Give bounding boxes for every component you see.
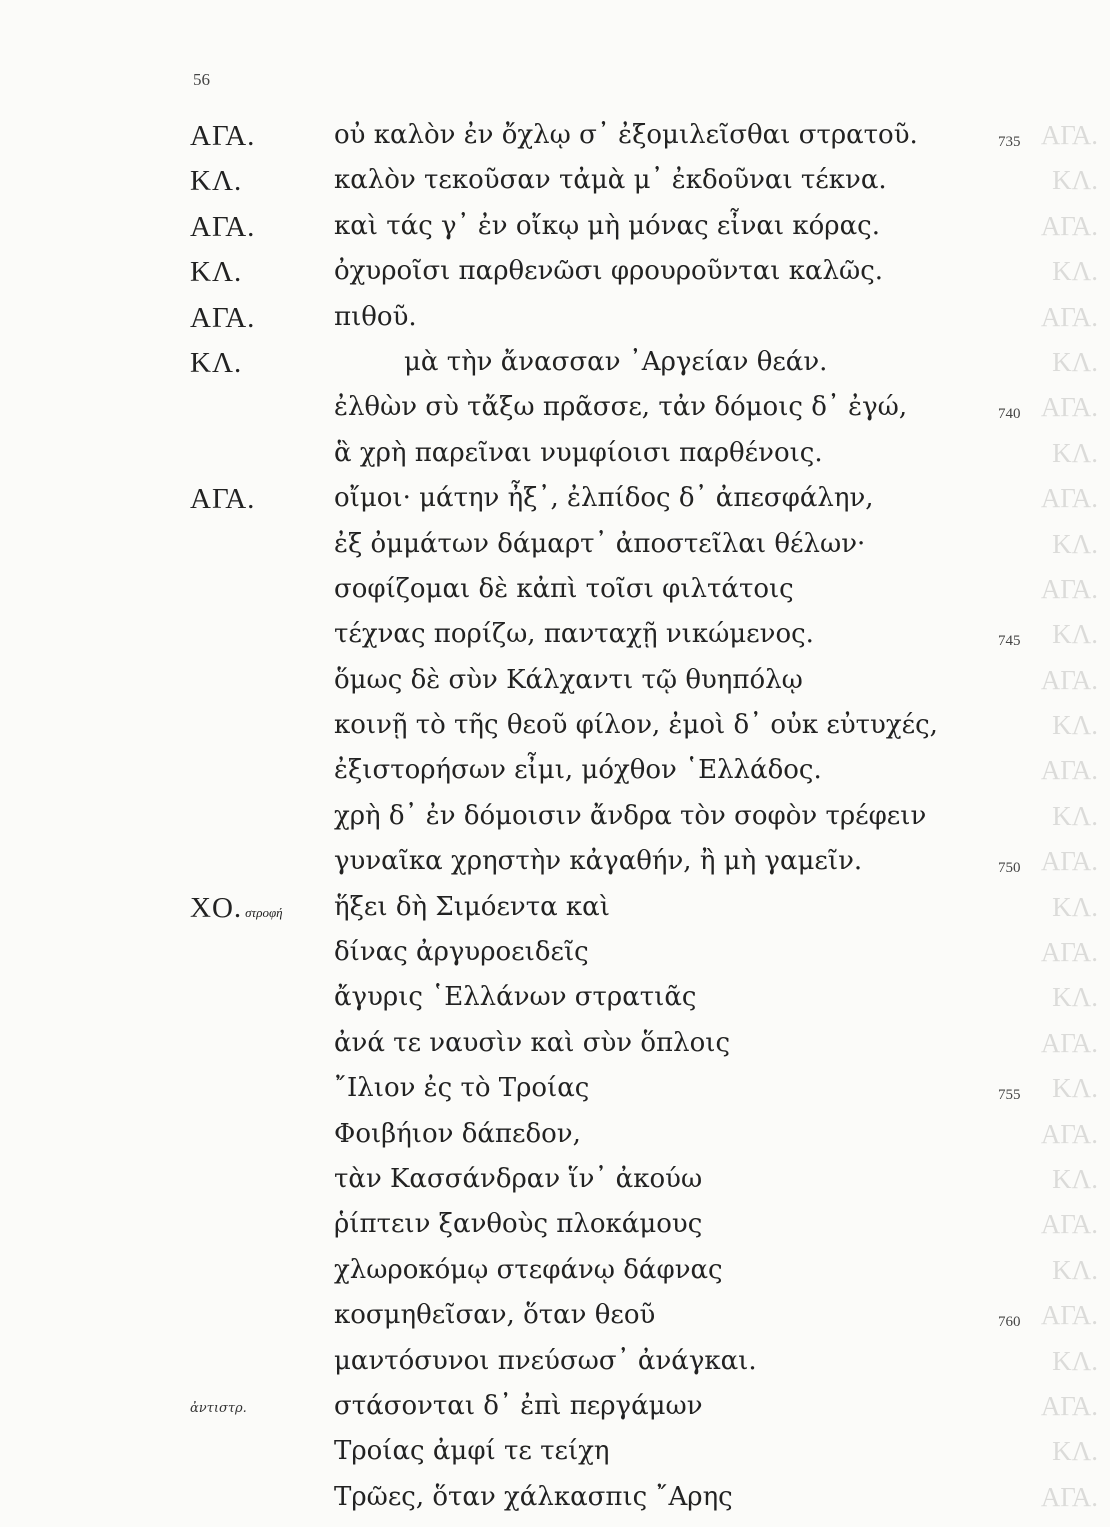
speaker-name: ΑΓΑ. — [190, 120, 256, 152]
verse-text: Τροίας ἀμφί τε τείχη — [334, 1436, 610, 1467]
bleed-through-line: ΚΛ. — [1052, 1163, 1098, 1194]
verse-line — [0, 1069, 1110, 1114]
bleed-through-line: ΚΛ. — [1052, 1436, 1098, 1467]
verse-text: καλὸν τεκοῦσαν τἀμὰ μ᾽ ἐκδοῦναι τέκνα. — [334, 165, 887, 196]
verse-text: χλωροκόμῳ στεφάνῳ δάφνας — [334, 1254, 723, 1285]
bleed-through-line: ΚΛ. — [1052, 982, 1098, 1013]
bleed-through-line: ΚΛ. — [1052, 1254, 1098, 1285]
verse-text: σοφίζομαι δὲ κἀπὶ τοῖσι φιλτάτοις — [334, 573, 794, 604]
verse-text: τὰν Κασσάνδραν ἵν᾽ ἀκούω — [334, 1163, 703, 1194]
speaker-label — [190, 302, 255, 335]
bleed-through-line: ΚΛ. — [1052, 891, 1098, 922]
verse-text: κοινῇ τὸ τῆς θεοῦ φίλον, ἐμοὶ δ᾽ οὐκ εὐτυχές, — [334, 710, 938, 741]
speaker-label — [190, 211, 255, 244]
speaker-name: ΚΛ. — [190, 346, 243, 379]
verse-text: ῥίπτειν ξανθοὺς πλοκάμους — [334, 1209, 703, 1240]
verse-line — [0, 525, 1110, 570]
bleed-through-line: ΑΓΑ. — [1040, 120, 1098, 150]
verse-line — [0, 751, 1110, 796]
bleed-through-line: ΚΛ. — [1052, 528, 1098, 559]
line-number: 745 — [998, 633, 1021, 650]
verse-text: ἄγυρις ῾Ελλάνων στρατιᾶς — [334, 982, 697, 1013]
speaker-label — [190, 483, 255, 516]
bleed-through-line: ΚΛ. — [1052, 800, 1098, 831]
bleed-through-line: ΑΓΑ. — [1040, 1118, 1098, 1149]
verse-text: ἀνά τε ναυσὶν καὶ σὺν ὅπλοις — [334, 1027, 731, 1058]
verse-line — [0, 343, 1110, 388]
verse-text: ῎Ιλιον ἐς τὸ Τροίας — [334, 1073, 590, 1104]
bleed-through-line: ΑΓΑ. — [1040, 937, 1098, 968]
bleed-through-line: ΚΛ. — [1052, 619, 1098, 650]
verse-text: ἃ χρὴ παρεῖναι νυμφίοισι παρθένοις. — [334, 437, 823, 468]
bleed-through-line: ΑΓΑ. — [1040, 1481, 1098, 1512]
speaker-name: ΚΛ. — [190, 256, 243, 289]
bleed-through-line: ΚΛ. — [1052, 710, 1098, 741]
verse-line — [0, 797, 1110, 842]
verse-text: ἐλθὼν σὺ τἄξω πρᾶσσε, τἀν δόμοις δ᾽ ἐγώ, — [334, 392, 908, 423]
verse-text: Τρῶες, ὅταν χάλκασπις ῎Αρης — [334, 1481, 733, 1512]
verse-line — [0, 116, 1110, 161]
verse-text: στάσονται δ᾽ ἐπὶ περγάμων — [334, 1390, 703, 1421]
verse-line — [0, 1115, 1110, 1160]
verse-line — [0, 388, 1110, 433]
verse-line — [0, 161, 1110, 206]
bleed-through-line: ΚΛ. — [1052, 256, 1098, 287]
verse-text: κοσμηθεῖσαν, ὅταν θεοῦ — [334, 1300, 656, 1331]
verse-line — [0, 615, 1110, 660]
speaker-label — [190, 892, 283, 925]
verse-line — [0, 1251, 1110, 1296]
verse-line — [0, 842, 1110, 887]
verse-text: χρὴ δ᾽ ἐν δόμοισιν ἄνδρα τὸν σοφὸν τρέφειν — [334, 800, 927, 831]
bleed-through-line: ΑΓΑ. — [1040, 664, 1098, 695]
verse-text: πιθοῦ. — [334, 301, 417, 332]
verse-line — [0, 252, 1110, 297]
verse-line — [0, 706, 1110, 751]
bleed-through-line: ΑΓΑ. — [1040, 1300, 1098, 1331]
verse-line — [0, 1478, 1110, 1523]
verse-text: ἥξει δὴ Σιμόεντα καὶ — [334, 891, 610, 922]
verse-text: μαντόσυνοι πνεύσωσ᾽ ἀνάγκαι. — [334, 1345, 757, 1376]
verse-line — [0, 570, 1110, 615]
antistrophe-marker: ἀντιστρ. — [190, 1400, 247, 1416]
verse-line — [0, 434, 1110, 479]
bleed-through-line: ΑΓΑ. — [1040, 301, 1098, 332]
speaker-name: ΑΓΑ. — [190, 301, 256, 334]
verse-text: καὶ τάς γ᾽ ἐν οἴκῳ μὴ μόνας εἶναι κόρας. — [334, 210, 880, 241]
speaker-label — [190, 347, 242, 380]
verse-line — [0, 1024, 1110, 1069]
bleed-through-line: ΚΛ. — [1052, 1073, 1098, 1104]
bleed-through-line: ΚΛ. — [1052, 437, 1098, 468]
verse-line — [0, 1432, 1110, 1477]
bleed-through-line: ΑΓΑ. — [1040, 1027, 1098, 1058]
bleed-through-line: ΑΓΑ. — [1040, 1209, 1098, 1240]
verse-line — [0, 298, 1110, 343]
speaker-label — [190, 165, 242, 198]
verse-line — [0, 1342, 1110, 1387]
bleed-through-line: ΑΓΑ. — [1040, 573, 1098, 604]
line-number: 750 — [998, 860, 1021, 877]
page-number: 56 — [193, 70, 210, 89]
speaker-label — [190, 256, 242, 289]
verse-line — [0, 1160, 1110, 1205]
line-number: 735 — [998, 134, 1021, 150]
verse-line — [0, 888, 1110, 933]
line-number: 755 — [998, 1087, 1021, 1104]
verse-text: γυναῖκα χρηστὴν κἀγαθήν, ἢ μὴ γαμεῖν. — [334, 846, 863, 877]
verse-text: ὅμως δὲ σὺν Κάλχαντι τῷ θυηπόλῳ — [334, 664, 803, 695]
verse-line — [0, 933, 1110, 978]
verse-line — [0, 1296, 1110, 1341]
bleed-through-line: ΚΛ. — [1052, 165, 1098, 196]
verse-text: οἴμοι· μάτην ἦξ᾽, ἐλπίδος δ᾽ ἀπεσφάλην, — [334, 483, 874, 514]
bleed-through-line: ΚΛ. — [1052, 1345, 1098, 1376]
speaker-name: ΑΓΑ. — [190, 483, 256, 516]
verse-line — [0, 479, 1110, 524]
bleed-through-line: ΑΓΑ. — [1040, 846, 1098, 877]
line-number: 760 — [998, 1314, 1021, 1331]
verse-text: μὰ τὴν ἄνασσαν ᾿Αργείαν θεάν. — [404, 346, 828, 377]
verse-text: Φοιβήιον δάπεδον, — [334, 1118, 581, 1149]
verse-text: ἐξιστορήσων εἶμι, μόχθον ῾Ελλάδος. — [334, 755, 822, 786]
speaker-name: ΑΓΑ. — [190, 210, 256, 243]
bleed-through-line: ΚΛ. — [1052, 346, 1098, 377]
speaker-name: ΧΟ. — [190, 891, 243, 924]
verse-line — [0, 978, 1110, 1023]
bleed-through-line: ΑΓΑ. — [1040, 755, 1098, 786]
verse-text: οὐ καλὸν ἐν ὄχλῳ σ᾽ ἐξομιλεῖσθαι στρατοῦ. — [334, 120, 918, 150]
speaker-name: ΚΛ. — [190, 165, 243, 198]
verse-text: ὀχυροῖσι παρθενῶσι φρουροῦνται καλῶς. — [334, 256, 884, 287]
verse-text: ἐξ ὀμμάτων δάμαρτ᾽ ἀποστεῖλαι θέλων· — [334, 528, 866, 559]
bleed-through-line: ΑΓΑ. — [1040, 210, 1098, 241]
strophe-marker: στροφή — [245, 904, 283, 920]
verse-text: τέχνας πορίζω, πανταχῇ νικώμενος. — [334, 619, 814, 650]
bleed-through-line: ΑΓΑ. — [1040, 483, 1098, 514]
line-number: 740 — [998, 406, 1021, 423]
verse-line — [0, 661, 1110, 706]
speaker-label — [190, 120, 255, 153]
bleed-through-line: ΑΓΑ. — [1040, 392, 1098, 423]
verse-lines — [0, 116, 1110, 1523]
verse-line — [0, 1387, 1110, 1432]
verse-text: δίνας ἀργυροειδεῖς — [334, 937, 589, 968]
bleed-through-line: ΑΓΑ. — [1040, 1390, 1098, 1421]
verse-line — [0, 1205, 1110, 1250]
verse-line — [0, 207, 1110, 252]
